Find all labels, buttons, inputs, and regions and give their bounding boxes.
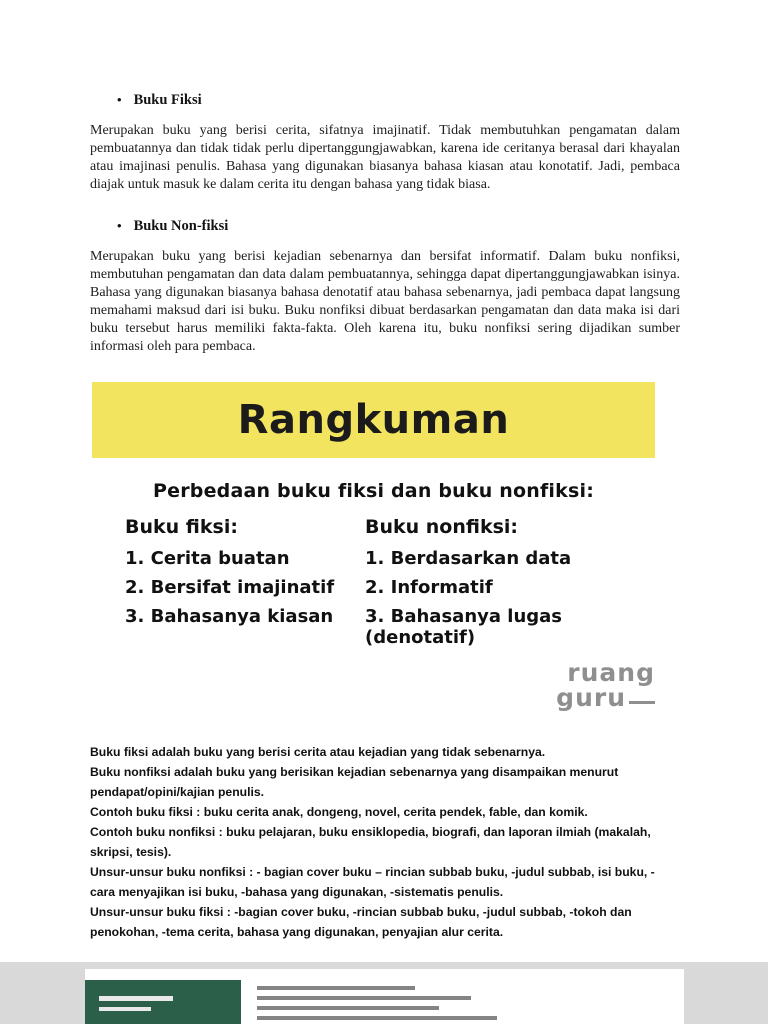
document-content [90, 0, 680, 942]
rangkuman-title: Rangkuman [237, 397, 510, 443]
bullet-marker: • [117, 92, 122, 107]
note-line: Unsur-unsur buku nonfiksi : - bagian cover buku – rincian subbab buku, -judul subbab, isi buku, -cara menyajikan isi buku, -bahasa yang digunakan, -sistematis penulis. [90, 865, 655, 899]
list-item: 1. Berdasarkan data [365, 548, 572, 569]
note-line: Buku nonfiksi adalah buku yang berisikan kejadian sebenarnya yang disampaikan menurut pendapat/opini/kajian penulis. [90, 765, 619, 799]
notes-block [90, 742, 675, 942]
note-line: Buku fiksi adalah buku yang berisi cerita atau kejadian yang tidak sebenarnya. [90, 745, 546, 759]
list-item: 2. Informatif [365, 577, 493, 598]
preview-text-line [257, 1016, 497, 1020]
note-line: Contoh buku fiksi : buku cerita anak, dongeng, novel, cerita pendek, fable, dan komik. [90, 805, 588, 819]
list-item: 2. Bersifat imajinatif [125, 577, 335, 598]
logo-underline [629, 701, 655, 704]
comparison-heading: Perbedaan buku fiksi dan buku nonfiksi: [152, 480, 594, 502]
preview-text-line [257, 996, 471, 1000]
preview-cover-text-bar [99, 1007, 151, 1011]
note-line: Unsur-unsur buku fiksi : -bagian cover buku, -rincian subbab buku, -judul subbab, -tokoh dan penokohan, -tema cerita, bahasa yang digunakan, penyajian alur cerita. [90, 905, 632, 939]
paragraph-buku-nonfiksi: Merupakan buku yang berisi kejadian sebenarnya dan bersifat informatif. Dalam buku nonfiksi, membutuhan pengamatan dan data dalam pembuatannya, sehingga dapat dipertanggungjawabkan isinya. Bahasa yang digunakan biasanya bahasa denotatif atau bahasa sebenarnya, jadi pembaca dapat langsung memahami maksud dari isi buku. Buku nonfiksi dibuat berdasarkan pengamatan dan data maka isi dari buku tersebut harus memiliki fakta-fakta. Oleh karena itu, buku nonfiksi sering dijadikan sumber informasi oleh para pembaca. [90, 249, 680, 354]
preview-text-line [257, 986, 415, 990]
comparison-columns [125, 516, 655, 648]
paragraph-buku-fiksi: Merupakan buku yang berisi cerita, sifatnya imajinatif. Tidak membutuhkan pengamatan dalam pembuatannya dan tidak tidak perlu dipertanggungjawabkan, karena ide ceritanya berasal dari khayalan atau imajinasi penulis. Bahasa yang digunakan biasanya bahasa kiasan atau konotatif. Jadi, pembaca diajak untuk masuk ke dalam cerita itu dengan bahasa yang tidak biasa. [90, 123, 680, 192]
bullet-item-buku-fiksi [117, 92, 680, 109]
list-item: 3. Bahasanya lugas (denotatif) [365, 606, 563, 648]
next-page-preview [85, 969, 684, 1024]
column-buku-fiksi [125, 516, 365, 648]
note-line: Contoh buku nonfiksi : buku pelajaran, buku ensiklopedia, biografi, dan laporan ilmiah (makalah, skripsi, tesis). [90, 825, 651, 859]
column-title-nonfiksi: Buku nonfiksi: [365, 516, 519, 538]
preview-text-line [257, 1006, 439, 1010]
section-title-buku-nonfiksi: Buku Non-fiksi [133, 218, 229, 234]
bullet-item-buku-nonfiksi [117, 218, 680, 235]
preview-cover-image [85, 980, 241, 1024]
rangkuman-banner [92, 382, 655, 458]
logo-line-ruang: ruang [567, 658, 655, 687]
logo-line-guru: guru [92, 685, 655, 710]
list-item: 3. Bahasanya kiasan [125, 606, 334, 627]
comparison-section [92, 480, 655, 710]
ruangguru-logo [92, 660, 655, 710]
next-page-preview-strip [0, 962, 768, 1024]
bullet-marker: • [117, 218, 122, 233]
section-title-buku-fiksi: Buku Fiksi [133, 92, 202, 108]
column-title-fiksi: Buku fiksi: [125, 516, 238, 538]
column-buku-nonfiksi [365, 516, 655, 648]
list-item: 1. Cerita buatan [125, 548, 290, 569]
preview-cover-text-bar [99, 996, 173, 1001]
